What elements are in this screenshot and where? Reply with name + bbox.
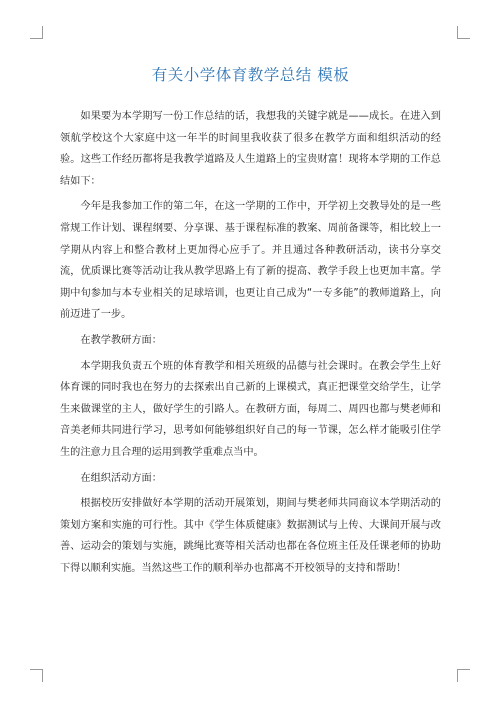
paragraph-activities: 根据校历安排做好本学期的活动开展策划，期间与樊老师共同商议本学期活动的策划方案和实施的可行性。其中《学生体质健康》数据测试与上传、大课间开展与改善、运动会的策划与实施，跳绳比赛等相关活动也都在各位班主任及任课老师的协助下得以顺利实施。当然这些工作的顺利举办也都离不开校领导的支持和帮助！	[60, 498, 441, 574]
document-title: 有关小学体育教学总结 模板	[151, 66, 350, 84]
paragraph-teaching-research: 本学期我负责五个班的体育教学和相关班级的品德与社会课时。在教会学生上好体育课的同时我也在努力的去探索出自己新的上课模式，真正把课堂交给学生，让学生来做课堂的主人，做好学生的引路人。在教研方面，每周二、周四也都与樊老师和音美老师共同进行学习，思考如何能够组织好自己的每一节课，怎么样才能吸引住学生的注意力且合理的运用到教学重难点当中。	[60, 360, 441, 458]
page-corner-mark-top-right	[457, 26, 470, 39]
section-heading-teaching-research: 在教学教研方面：	[80, 334, 162, 346]
paragraph-work-overview: 今年是我参加工作的第二年，在这一学期的工作中，开学初上交教导处的是一些常规工作计划、课程纲要、分享课、基于课程标准的教案、周前备课等，相比较上一学期从内容上和整合教材上更加得心应手了。并且通过各种教研活动，读书分享交流，优质课比赛等活动让我从教学思路上有了新的提高、教学手段上也更加丰富。学期中旬参加与本专业相关的足球培训，也更让自己成为“一专多能”的教师道路上，向前迈进了一步。	[60, 201, 441, 321]
page-corner-mark-bottom-right	[457, 669, 470, 682]
section-heading-activities: 在组织活动方面：	[80, 472, 162, 484]
paragraph-intro: 如果要为本学期写一份工作总结的话，我想我的关键字就是——成长。在进入到领航学校这个大家庭中这一年半的时间里我收获了很多在教学方面和组织活动的经验。这些工作经历都将是我教学道路及人生道路上的宝贵财富！现将本学期的工作总结如下：	[60, 111, 441, 187]
page-corner-mark-bottom-left	[30, 669, 43, 682]
document-body	[60, 64, 441, 583]
page-corner-mark-top-left	[30, 26, 43, 39]
